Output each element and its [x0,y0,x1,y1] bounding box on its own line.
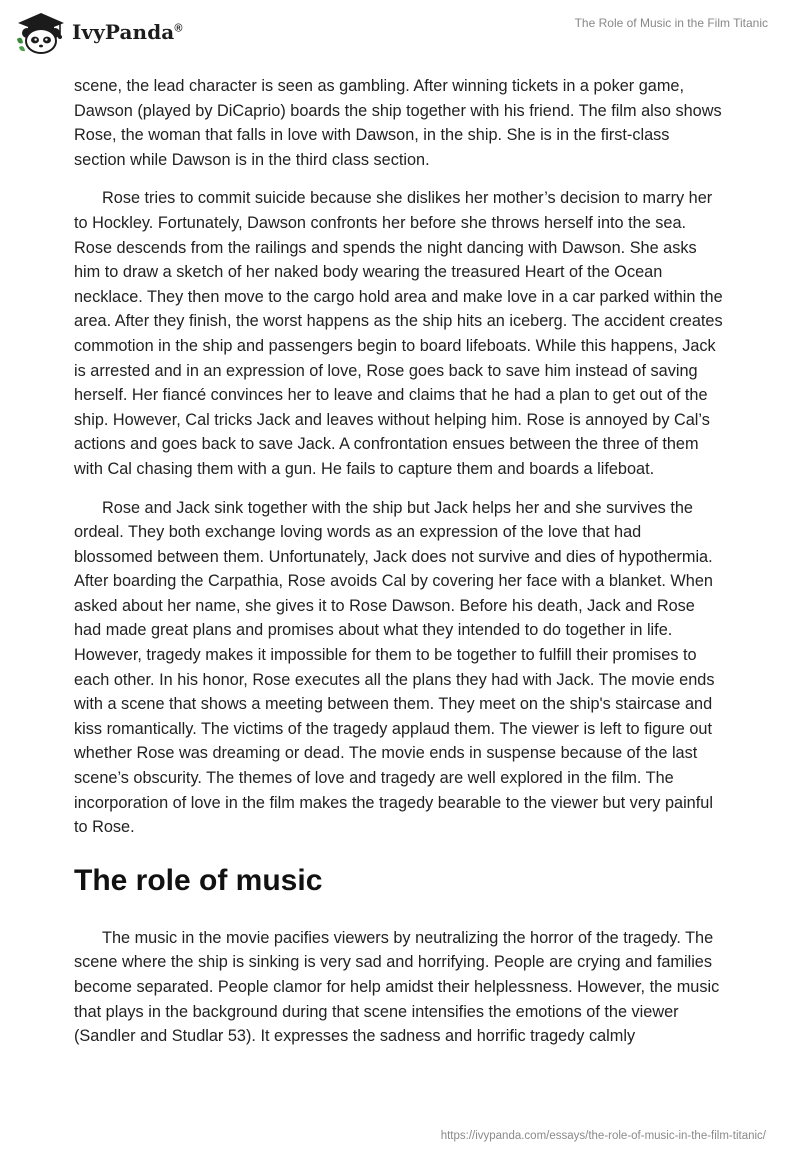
paragraph: The music in the movie pacifies viewers by neutralizing the horror of the tragedy. The scene where the ship is sinking is very sad and horrifying. People are crying and families become separated. People clamor for help amidst their helplessness. However, the music that plays in the background during that scene intensifies the emotions of the viewer (Sandler and Studlar 53). It expresses the sadness and horrific tragedy calmly [74,928,720,1046]
source-url-link[interactable]: https://ivypanda.com/essays/the-role-of-music-in-the-film-titanic/ [440,1130,766,1142]
essay-body [74,74,724,1063]
logo-text [72,20,183,44]
panda-graduate-icon [14,9,68,55]
logo-wordmark: IvyPanda [72,20,175,44]
section-heading: The role of music [74,863,323,897]
page-header [0,0,800,70]
document-title: The Role of Music in the Film Titanic [574,16,768,30]
paragraph-continued: scene, the lead character is seen as gambling. After winning tickets in a poker game, Dawson (played by DiCaprio) boards the ship together with his friend. The film also shows Rose, the woman that falls in love with Dawson, in the ship. She is in the first-class section while Dawson is in the third class section. [74,77,722,169]
ivypanda-logo[interactable] [14,9,183,55]
registered-mark: ® [174,22,183,35]
paragraph: Rose and Jack sink together with the ship but Jack helps her and she survives the ordeal. They both exchange loving words as an expression of the love that had blossomed between them. Unfortunately, Jack does not survive and dies of hypothermia. After boarding the Carpathia, Rose avoids Cal by covering her face with a blanket. When asked about her name, she gives it to Rose Dawson. Before his death, Jack and Rose had made great plans and promises about what they intended to do together in life. However, tragedy makes it impossible for them to be together to fulfill their promises to each other. In his honor, Rose executes all the plans they had with Jack. The movie ends with a scene that shows a meeting between them. They meet on the ship's staircase and kiss romantically. The victims of the tragedy applaud them. The viewer is left to figure out whether Rose was dreaming or dead. The movie ends in suspense because of the last scene’s obscurity. The themes of love and tragedy are well explored in the film. The incorporation of love in the film makes the tragedy bearable to the viewer but very painful to Rose. [74,498,715,837]
paragraph: Rose tries to commit suicide because she dislikes her mother’s decision to marry her to Hockley. Fortunately, Dawson confronts her before she throws herself into the sea. Rose descends from the railings and spends the night dancing with Dawson. She asks him to draw a sketch of her naked body wearing the treasured Heart of the Ocean necklace. They then move to the cargo hold area and make love in a car parked within the area. After they finish, the worst happens as the ship hits an iceberg. The accident creates commotion in the ship and passengers begin to board lifeboats. While this happens, Jack is arrested and in an expression of love, Rose goes back to save him instead of saving herself. Her fiancé convinces her to leave and claims that he had a plan to get out of the ship. However, Cal tricks Jack and leaves without helping him. Rose is annoyed by Cal’s actions and goes back to save Jack. A confrontation ensues between the three of them with Cal chasing them with a gun. He fails to capture them and boards a lifeboat. [74,189,723,478]
